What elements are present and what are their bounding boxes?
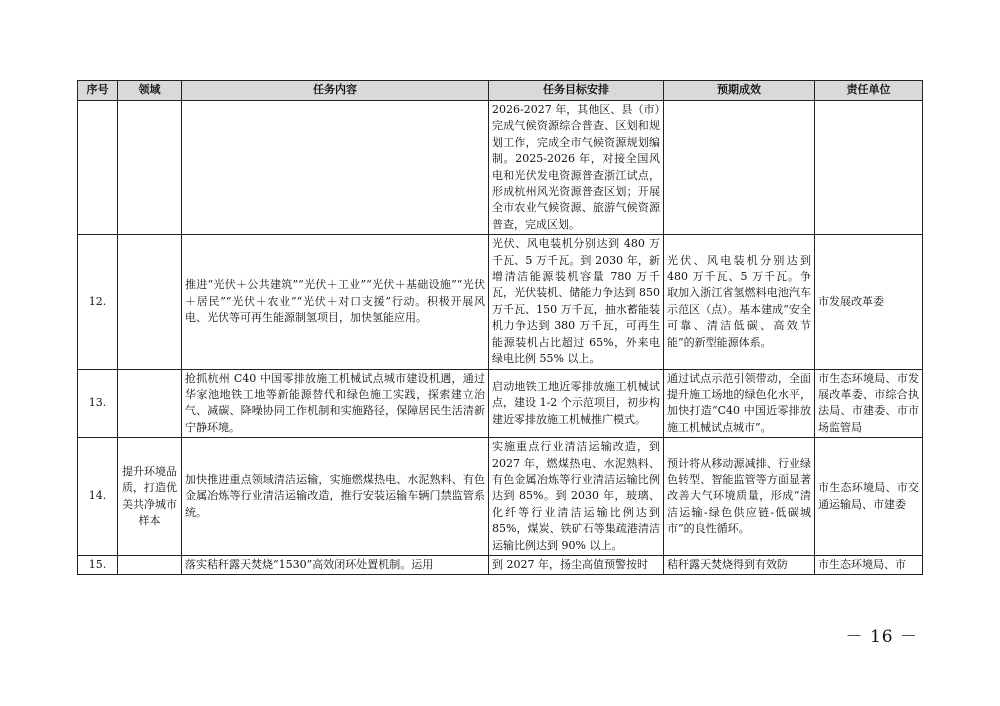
row-index: 15. [78, 555, 118, 574]
task-content [182, 101, 489, 235]
area-cell [118, 555, 182, 574]
row-index: 13. [78, 369, 118, 438]
responsible-unit: 市生态环境局、市 [815, 555, 923, 574]
responsible-unit: 市发展改革委 [815, 235, 923, 369]
header-content: 任务内容 [182, 81, 489, 101]
header-effect: 预期成效 [664, 81, 815, 101]
header-target: 任务目标安排 [489, 81, 664, 101]
page-number: － 16 － [845, 627, 918, 647]
expected-effect: 预计将从移动源减排、行业绿色转型、智能监管等方面显著改善大气环境质量，形成“清洁运输-绿色供应链-低碳城市”的良性循环。 [664, 438, 815, 556]
table-row [78, 438, 923, 556]
table-row [78, 101, 923, 235]
target-plan: 2026-2027 年，其他区、县（市）完成气候资源综合普查、区划和规划工作，完成全市气候资源规划编制。2025-2026 年，对接全国风电和光伏发电资源普查浙江试点，形成杭州风光资源普查区划；开展全市农业气候资源、旅游气候资源普查，完成区划。 [489, 101, 664, 235]
task-content: 落实秸秆露天焚烧“1530”高效闭环处置机制。运用 [182, 555, 489, 574]
task-content: 推进“光伏＋公共建筑”“光伏＋工业”“光伏＋基础设施”“光伏＋居民”“光伏＋农业”“光伏＋对口支援”行动。积极开展风电、光伏等可再生能源制氢项目，加快氢能应用。 [182, 235, 489, 369]
table-row [78, 555, 923, 574]
header-unit: 责任单位 [815, 81, 923, 101]
area-cell [118, 235, 182, 369]
area-label: 提升环境品质，打造优美共净城市样本 [118, 438, 182, 556]
target-plan: 到 2027 年，扬尘高值预警按时 [489, 555, 664, 574]
expected-effect [664, 101, 815, 235]
expected-effect: 通过试点示范引领带动，全面提升施工场地的绿色化水平，加快打造“C40 中国近零排放施工机械试点城市”。 [664, 369, 815, 438]
target-plan: 启动地铁工地近零排放施工机械试点，建设 1-2 个示范项目，初步构建近零排放施工机械推广模式。 [489, 369, 664, 438]
table-header-row [78, 81, 923, 101]
responsible-unit: 市生态环境局、市发展改革委、市综合执法局、市建委、市市场监管局 [815, 369, 923, 438]
row-index: 12. [78, 235, 118, 369]
row-index [78, 101, 118, 235]
task-content: 加快推进重点领域清洁运输，实施燃煤热电、水泥熟料、有色金属冶炼等行业清洁运输改造，推行安装运输车辆门禁监管系统。 [182, 438, 489, 556]
header-area: 领域 [118, 81, 182, 101]
responsible-unit: 市生态环境局、市交通运输局、市建委 [815, 438, 923, 556]
target-plan: 实施重点行业清洁运输改造，到 2027 年，燃煤热电、水泥熟料、有色金属冶炼等行业清洁运输比例达到 85%。到 2030 年，玻璃、化纤等行业清洁运输比例达到 85%，煤炭、铁矿石等集疏港清洁运输比例达到 90% 以上。 [489, 438, 664, 556]
target-plan: 光伏、风电装机分别达到 480 万千瓦、5 万千瓦。到 2030 年，新增清洁能源装机容量 780 万千瓦，光伏装机、储能力争达到 850 万千瓦、150 万千瓦，抽水蓄能装机力争达到 380 万千瓦，可再生能源装机占比超过 65%，外来电绿电比例 55% 以上。 [489, 235, 664, 369]
expected-effect: 光伏、风电装机分别达到 480 万千瓦、5 万千瓦。争取加入浙江省氢燃料电池汽车示范区（点）。基本建成“安全可靠、清洁低碳、高效节能”的新型能源体系。 [664, 235, 815, 369]
task-content: 抢抓杭州 C40 中国零排放施工机械试点城市建设机遇，通过华家池地铁工地等新能源替代和绿色施工实践，探索建立治气、减碳、降噪协同工作机制和实施路径，保障居民生活清新宁静环境。 [182, 369, 489, 438]
expected-effect: 秸秆露天焚烧得到有效防 [664, 555, 815, 574]
row-index: 14. [78, 438, 118, 556]
area-cell [118, 101, 182, 235]
table-row [78, 369, 923, 438]
area-cell [118, 369, 182, 438]
table-row [78, 235, 923, 369]
responsible-unit [815, 101, 923, 235]
header-index: 序号 [78, 81, 118, 101]
task-table [77, 80, 923, 575]
